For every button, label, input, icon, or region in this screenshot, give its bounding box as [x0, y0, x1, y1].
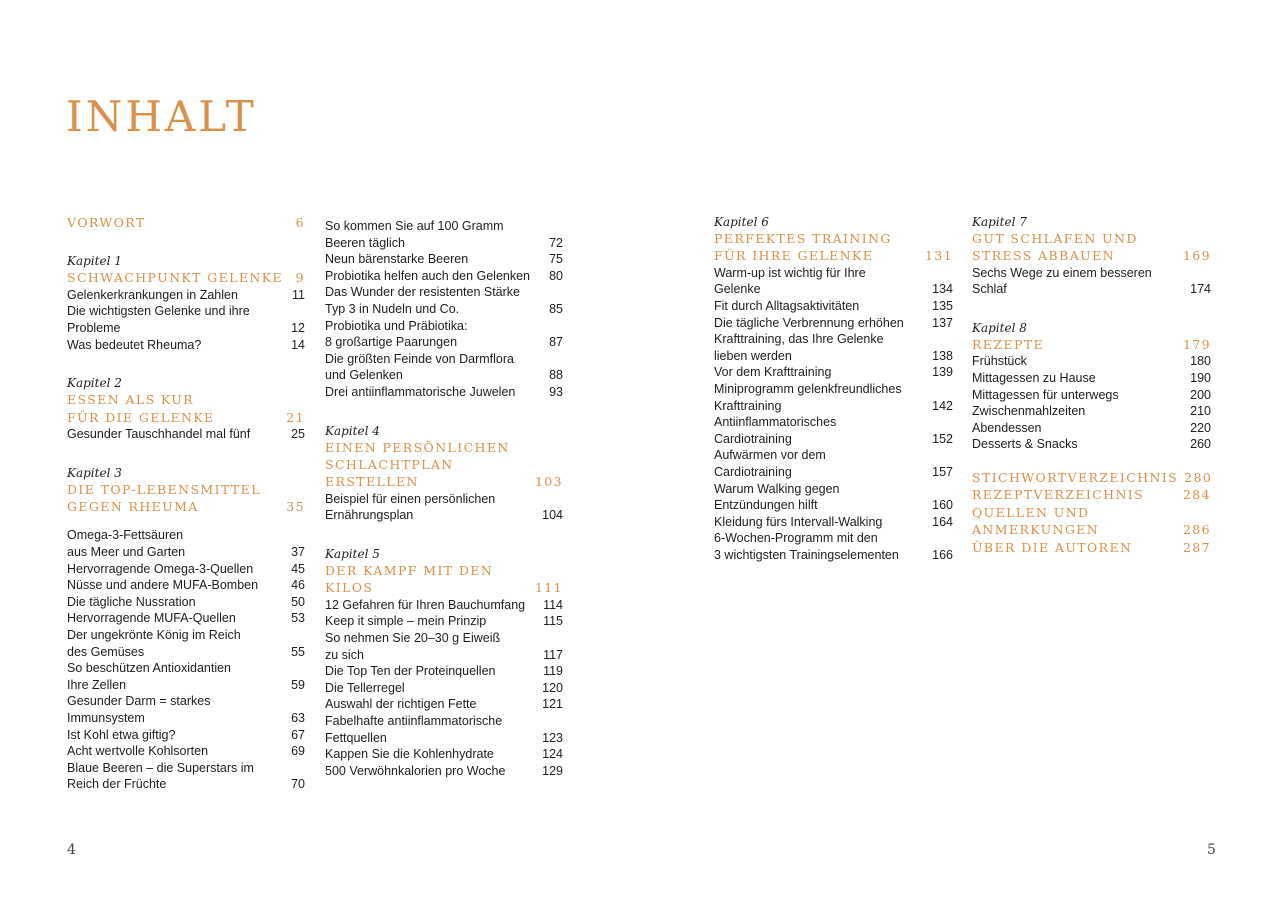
- toc-page-number: 69: [291, 744, 305, 759]
- toc-entry-title: Mittagessen für unterwegs: [972, 387, 1119, 402]
- toc-page-number: 131: [924, 248, 953, 264]
- toc-page-number: 9: [295, 270, 305, 286]
- page-number-left: 4: [67, 842, 76, 858]
- toc-entry-title: 500 Verwöhnkalorien pro Woche: [325, 763, 506, 778]
- toc-entry-title: Frühstück: [972, 354, 1027, 369]
- spacer: [67, 353, 305, 375]
- toc-entry-title: Die Tellerregel: [325, 680, 405, 695]
- toc-entry-title: ANMERKUNGEN: [972, 522, 1100, 538]
- toc-entry-title: Krafttraining: [714, 398, 782, 413]
- chapter-label: Kapitel 2: [67, 376, 122, 391]
- toc-entry-title: VORWORT: [67, 215, 146, 230]
- toc-entry-title: und Gelenken: [325, 368, 403, 383]
- toc-entry: [67, 527, 305, 544]
- toc-entry: [325, 597, 563, 614]
- toc-entry: [325, 384, 563, 401]
- toc-page-number: 67: [291, 727, 305, 742]
- chapter-label: Kapitel 7: [972, 215, 1027, 229]
- toc-entry-title: Kleidung fürs Intervall-Walking: [714, 514, 883, 529]
- spacer: [325, 524, 563, 546]
- toc-entry-title: REZEPTE: [972, 337, 1045, 352]
- toc-page-number: 75: [549, 252, 563, 267]
- toc-page-number: 119: [543, 664, 563, 679]
- toc-entry: [325, 763, 563, 780]
- toc-entry-title: Typ 3 in Nudeln und Co.: [325, 301, 460, 316]
- toc-entry: [325, 318, 563, 335]
- toc-page-number: 139: [932, 365, 953, 380]
- toc-heading: [972, 247, 1211, 264]
- toc-entry-title: Probleme: [67, 321, 121, 335]
- toc-entry-title: Cardiotraining: [714, 431, 792, 446]
- toc-entry-title: Ernährungsplan: [325, 508, 414, 523]
- toc-entry: [714, 447, 953, 464]
- toc-page-number: 35: [286, 499, 305, 514]
- toc-page-number: 87: [549, 335, 563, 350]
- spacer: [325, 401, 563, 423]
- toc-entry: [67, 544, 305, 561]
- toc-entry: [67, 426, 305, 443]
- toc-page-number: 117: [543, 647, 563, 662]
- toc-entry-title: Drei antiinflammatorische Juwelen: [325, 384, 516, 399]
- toc-entry: [972, 387, 1211, 404]
- toc-entry: [972, 281, 1211, 298]
- toc-entry: [67, 287, 305, 304]
- toc-entry-title: ERSTELLEN: [325, 474, 419, 490]
- chapter-label: Kapitel 3: [67, 465, 122, 480]
- toc-entry-title: Vor dem Krafttraining: [714, 365, 832, 380]
- toc-entry-title: Acht wertvolle Kohlsorten: [67, 744, 209, 759]
- toc-entry-title: STRESS ABBAUEN: [972, 248, 1115, 264]
- toc-page-number: 80: [549, 268, 563, 283]
- toc-entry-title: Beeren täglich: [325, 235, 405, 250]
- toc-entry-title: Die wichtigsten Gelenke und ihre: [67, 304, 250, 319]
- toc-entry: [714, 414, 953, 431]
- toc-entry-title: So nehmen Sie 20–30 g Eiweiß: [325, 630, 501, 645]
- toc-page-number: 114: [543, 597, 563, 612]
- toc-entry-title: Fabelhafte antiinflammatorische: [325, 713, 503, 728]
- toc-entry: [325, 630, 563, 647]
- toc-page-number: 115: [543, 614, 563, 629]
- toc-entry: [325, 696, 563, 713]
- toc-heading: [67, 214, 305, 231]
- toc-entry: [325, 491, 563, 508]
- toc-page-number: 93: [549, 384, 563, 399]
- toc-entry-title: Fit durch Alltagsaktivitäten: [714, 299, 860, 313]
- toc-entry: [714, 381, 953, 398]
- toc-entry-title: Reich der Früchte: [67, 777, 167, 792]
- toc-page-number: 59: [291, 677, 305, 692]
- toc-entry: [714, 481, 953, 498]
- toc-entry: [67, 577, 305, 594]
- spacer: [67, 443, 305, 465]
- toc-heading: [325, 439, 563, 456]
- toc-heading: [67, 391, 305, 408]
- toc-entry: [67, 760, 305, 777]
- toc-page-number: 50: [291, 594, 305, 609]
- toc-page-number: 85: [549, 301, 563, 316]
- toc-heading: [67, 481, 305, 498]
- toc-entry-title: aus Meer und Garten: [67, 545, 186, 559]
- toc-entry: [325, 218, 563, 235]
- chapter-label: Kapitel 5: [325, 546, 380, 561]
- toc-entry-title: Fettquellen: [325, 730, 387, 745]
- toc-entry-title: Keep it simple – mein Prinzip: [325, 614, 487, 629]
- toc-entry-title: Das Wunder der resistenten Stärke: [325, 285, 521, 300]
- toc-page-number: 160: [932, 498, 953, 513]
- toc-heading: [972, 230, 1211, 247]
- toc-entry: [67, 644, 305, 661]
- toc-entry-title: Cardiotraining: [714, 464, 792, 479]
- toc-entry-title: Antiinflammatorisches: [714, 415, 837, 430]
- chapter-label: Kapitel 6: [714, 215, 769, 229]
- toc-entry-title: GEGEN RHEUMA: [67, 499, 199, 514]
- toc-page-number: 121: [542, 697, 563, 712]
- toc-entry: [325, 680, 563, 697]
- toc-entry: [714, 331, 953, 348]
- toc-entry-title: Warm-up ist wichtig für Ihre: [714, 265, 866, 280]
- toc-page-number: 103: [534, 474, 563, 490]
- toc-heading: [325, 456, 563, 473]
- toc-entry-title: lieben werden: [714, 348, 792, 363]
- toc-entry: [67, 561, 305, 578]
- toc-entry: [714, 364, 953, 381]
- toc-entry-title: REZEPTVERZEICHNIS: [972, 487, 1145, 503]
- toc-entry-title: 8 großartige Paarungen: [325, 335, 458, 350]
- spacer: [67, 515, 305, 527]
- toc-entry-title: Nüsse und andere MUFA-Bomben: [67, 578, 259, 593]
- toc-page-number: 55: [291, 644, 305, 659]
- toc-page-number: 260: [1190, 437, 1211, 452]
- toc-entry: [67, 303, 305, 320]
- toc-page-number: 220: [1190, 420, 1211, 435]
- page-number-right: 5: [1207, 842, 1216, 858]
- toc-page-number: 37: [291, 545, 305, 559]
- toc-entry: [67, 660, 305, 677]
- toc-entry: [67, 727, 305, 744]
- toc-entry-title: Zwischenmahlzeiten: [972, 404, 1086, 419]
- toc-entry-title: Hervorragende Omega-3-Quellen: [67, 561, 254, 576]
- toc-entry-title: ÜBER DIE AUTOREN: [972, 539, 1133, 555]
- toc-page-number: 72: [549, 235, 563, 250]
- toc-entry-title: 6-Wochen-Programm mit den: [714, 531, 878, 546]
- toc-entry-title: SCHWACHPUNKT GELENKE: [67, 270, 283, 286]
- toc-entry-title: Der ungekrönte König im Reich: [67, 627, 241, 642]
- toc-page-number: 129: [542, 763, 563, 778]
- toc-entry: [325, 268, 563, 285]
- toc-entry-title: So kommen Sie auf 100 Gramm: [325, 219, 504, 233]
- toc-entry-title: Die größten Feinde von Darmflora: [325, 351, 514, 366]
- chapter-label: Kapitel 4: [325, 423, 380, 438]
- toc-entry: [325, 713, 563, 730]
- toc-page-number: 164: [932, 514, 953, 529]
- toc-page-number: 111: [534, 580, 563, 596]
- toc-page-number: 284: [1182, 487, 1211, 503]
- toc-entry: [67, 594, 305, 611]
- toc-page-number: 21: [286, 409, 305, 425]
- toc-entry: [67, 677, 305, 694]
- toc-entry-title: Die Top Ten der Proteinquellen: [325, 664, 496, 679]
- toc-entry-title: Ihre Zellen: [67, 677, 127, 692]
- toc-entry-title: zu sich: [325, 647, 364, 662]
- toc-entry-title: Sechs Wege zu einem besseren: [972, 265, 1152, 280]
- toc-page-number: 53: [291, 611, 305, 626]
- toc-entry: [67, 627, 305, 644]
- toc-page-number: 286: [1182, 522, 1211, 538]
- toc-heading: [67, 498, 305, 515]
- toc-entry: [714, 530, 953, 547]
- toc-page-number: 123: [542, 730, 563, 745]
- toc-entry: [325, 746, 563, 763]
- toc-page-number: 287: [1182, 539, 1211, 555]
- toc-heading: [325, 579, 563, 596]
- toc-page-number: 200: [1190, 387, 1211, 402]
- toc-entry-title: Blaue Beeren – die Superstars im: [67, 760, 254, 775]
- chapter-label: Kapitel 8: [972, 321, 1027, 335]
- toc-entry-title: ESSEN ALS KUR: [67, 392, 194, 408]
- toc-entry-title: 3 wichtigsten Trainingselementen: [714, 547, 899, 562]
- spacer: [972, 453, 1211, 469]
- toc-entry: [67, 710, 305, 727]
- toc-entry: [67, 610, 305, 627]
- toc-page-number: 6: [295, 215, 305, 230]
- toc-entry-title: Gesunder Tauschhandel mal fünf: [67, 427, 251, 441]
- toc-entry: [714, 497, 953, 514]
- toc-page-number: 169: [1182, 248, 1211, 264]
- toc-entry-title: DER KAMPF MIT DEN: [325, 562, 494, 578]
- toc-heading: [972, 521, 1211, 538]
- toc-entry: [325, 334, 563, 351]
- toc-entry: [67, 320, 305, 337]
- toc-entry-title: Gelenke: [714, 282, 761, 297]
- toc-entry-title: Entzündungen hilft: [714, 498, 818, 513]
- toc-entry-title: Gesunder Darm = starkes: [67, 694, 211, 709]
- toc-entry-title: EINEN PERSÖNLICHEN: [325, 439, 510, 455]
- toc-column-2: [325, 218, 563, 779]
- toc-page-number: 12: [291, 321, 305, 335]
- toc-entry-title: 12 Gefahren für Ihren Bauchumfang: [325, 597, 526, 612]
- toc-column-3: [714, 214, 953, 564]
- toc-heading: [972, 504, 1211, 521]
- toc-page-number: 280: [1184, 469, 1213, 485]
- toc-entry: [325, 647, 563, 664]
- toc-entry: [972, 370, 1211, 387]
- toc-entry-title: Kappen Sie die Kohlenhydrate: [325, 747, 494, 762]
- toc-heading: [325, 562, 563, 579]
- toc-page-number: 137: [932, 315, 953, 330]
- toc-entry-title: GUT SCHLAFEN UND: [972, 231, 1138, 246]
- toc-entry: [325, 235, 563, 252]
- toc-entry: [325, 351, 563, 368]
- toc-page-number: 157: [932, 464, 953, 479]
- toc-entry: [325, 251, 563, 268]
- toc-entry: [714, 315, 953, 332]
- toc-heading: [972, 539, 1211, 556]
- toc-entry: [714, 348, 953, 365]
- toc-entry-title: So beschützen Antioxidantien: [67, 661, 232, 676]
- toc-heading: [972, 336, 1211, 353]
- toc-entry-title: SCHLACHTPLAN: [325, 456, 454, 472]
- toc-entry: [714, 431, 953, 448]
- toc-page-number: 190: [1190, 371, 1211, 385]
- toc-column-1: [67, 214, 305, 793]
- toc-entry: [325, 613, 563, 630]
- toc-entry: [714, 398, 953, 415]
- toc-entry: [325, 730, 563, 747]
- toc-page-number: 104: [542, 508, 563, 523]
- toc-entry-title: Krafttraining, das Ihre Gelenke: [714, 332, 884, 347]
- toc-entry: [714, 298, 953, 315]
- toc-entry: [714, 281, 953, 298]
- toc-page-number: 70: [291, 777, 305, 792]
- spacer: [67, 231, 305, 253]
- toc-heading: [972, 486, 1211, 503]
- toc-page-number: 120: [542, 680, 563, 695]
- toc-page-number: 88: [549, 368, 563, 383]
- spacer: [972, 298, 1211, 320]
- toc-entry-title: Probiotika helfen auch den Gelenken: [325, 268, 531, 283]
- toc-page-number: 14: [291, 337, 305, 352]
- toc-page-number: 135: [932, 299, 953, 313]
- toc-entry-title: Aufwärmen vor dem: [714, 448, 826, 463]
- toc-entry: [67, 337, 305, 354]
- toc-entry: [972, 403, 1211, 420]
- toc-entry-title: Mittagessen zu Hause: [972, 371, 1096, 385]
- toc-entry-title: Beispiel für einen persönlichen: [325, 491, 496, 506]
- toc-page-number: 142: [932, 398, 953, 413]
- toc-page-number: 179: [1182, 337, 1211, 352]
- toc-entry-title: Die tägliche Verbrennung erhöhen: [714, 315, 904, 330]
- toc-entry-title: Die tägliche Nussration: [67, 594, 196, 609]
- toc-entry-title: PERFEKTES TRAINING: [714, 231, 892, 246]
- toc-entry: [325, 301, 563, 318]
- toc-heading: [972, 469, 1211, 486]
- toc-heading: [714, 230, 953, 247]
- toc-entry: [714, 547, 953, 564]
- toc-entry: [972, 353, 1211, 370]
- toc-entry-title: Immunsystem: [67, 710, 145, 725]
- toc-entry-title: QUELLEN UND: [972, 504, 1090, 520]
- toc-entry-title: Was bedeutet Rheuma?: [67, 337, 202, 352]
- toc-entry: [325, 663, 563, 680]
- toc-page-number: 46: [291, 578, 305, 593]
- toc-entry: [972, 420, 1211, 437]
- toc-page-number: 134: [932, 282, 953, 297]
- toc-entry: [67, 693, 305, 710]
- toc-entry: [325, 284, 563, 301]
- toc-entry-title: Probiotika und Präbiotika:: [325, 318, 468, 333]
- toc-entry: [67, 776, 305, 793]
- toc-entry: [325, 507, 563, 524]
- toc-entry: [972, 265, 1211, 282]
- toc-entry-title: Warum Walking gegen: [714, 481, 840, 496]
- toc-entry-title: Abendessen: [972, 420, 1042, 435]
- toc-entry: [325, 367, 563, 384]
- toc-entry: [67, 743, 305, 760]
- toc-page-number: 25: [291, 427, 305, 441]
- toc-entry-title: Miniprogramm gelenkfreundliches: [714, 381, 902, 396]
- toc-entry: [972, 436, 1211, 453]
- toc-page-number: 124: [542, 747, 563, 762]
- toc-entry-title: Auswahl der richtigen Fette: [325, 697, 477, 712]
- toc-entry-title: DIE TOP-LEBENSMITTEL: [67, 481, 261, 497]
- toc-heading: [67, 409, 305, 426]
- toc-page-number: 166: [932, 547, 953, 562]
- toc-entry: [714, 464, 953, 481]
- toc-entry-title: Gelenkerkrankungen in Zahlen: [67, 287, 238, 302]
- toc-entry: [714, 514, 953, 531]
- toc-entry-title: Omega-3-Fettsäuren: [67, 528, 184, 543]
- toc-entry-title: Neun bärenstarke Beeren: [325, 252, 469, 267]
- toc-page-number: 210: [1190, 404, 1211, 419]
- toc-page-number: 138: [932, 348, 953, 363]
- toc-heading: [325, 473, 563, 490]
- toc-column-4: [972, 214, 1211, 556]
- toc-entry-title: Hervorragende MUFA-Quellen: [67, 611, 236, 626]
- toc-page-number: 174: [1190, 282, 1211, 297]
- toc-heading: [714, 247, 953, 264]
- toc-page-number: 63: [291, 710, 305, 725]
- toc-page-number: 180: [1190, 354, 1211, 369]
- toc-entry-title: Desserts & Snacks: [972, 437, 1078, 452]
- toc-entry-title: STICHWORTVERZEICHNIS: [972, 469, 1179, 485]
- toc-page-number: 45: [291, 561, 305, 576]
- toc-entry-title: Schlaf: [972, 282, 1007, 297]
- toc-entry-title: FÜR IHRE GELENKE: [714, 248, 874, 264]
- toc-entry-title: des Gemüses: [67, 644, 145, 659]
- toc-page-number: 11: [292, 287, 305, 302]
- chapter-label: Kapitel 1: [67, 254, 122, 269]
- toc-entry-title: Ist Kohl etwa giftig?: [67, 727, 176, 742]
- toc-page-number: 152: [932, 431, 953, 446]
- toc-heading: [67, 269, 305, 286]
- toc-entry-title: FÜR DIE GELENKE: [67, 409, 215, 425]
- toc-entry: [714, 265, 953, 282]
- page-title: INHALT: [66, 92, 257, 141]
- toc-entry-title: KILOS: [325, 580, 374, 596]
